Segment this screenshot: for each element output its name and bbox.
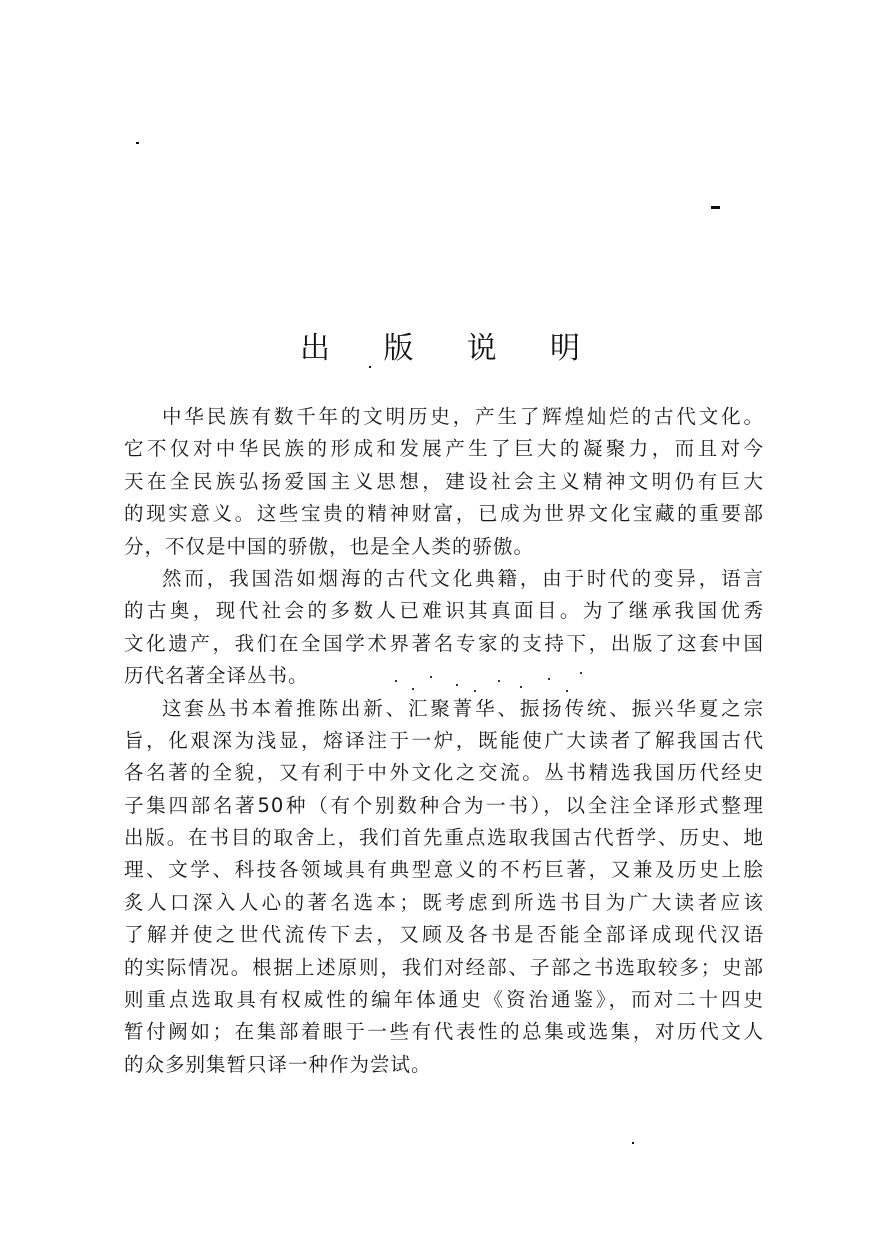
- text-line: 分，不仅是中国的骄傲，也是全人类的骄傲。: [124, 534, 535, 558]
- text-line: 的实际情况。根据上述原则，我们对经部、子部之书选取较多；史部: [124, 955, 764, 979]
- text-line: 这套丛书本着推陈出新、汇聚菁华、振扬传统、振兴华夏之宗: [162, 696, 764, 720]
- scan-noise: [566, 690, 568, 692]
- page-title: [300, 322, 580, 368]
- scan-noise: [456, 684, 458, 686]
- text-line: 文化遗产，我们在全国学术界著名专家的支持下，出版了这套中国: [124, 631, 764, 655]
- text-line: 旨，化艰深为浅显，熔译注于一炉，既能使广大读者了解我国古代: [124, 728, 764, 752]
- text-line: 历代名著全译丛书。: [124, 664, 309, 688]
- text-line: 中华民族有数千年的文明历史，产生了辉煌灿烂的古代文化。: [162, 405, 764, 428]
- text-line: 它不仅对中华民族的形成和发展产生了巨大的凝聚力，而且对今: [124, 437, 764, 461]
- text-line: 的众多别集暂只译一种作为尝试。: [124, 1052, 432, 1076]
- scan-mark-top-right: [711, 206, 720, 209]
- text-line: 理、文学、科技各领域具有典型意义的不朽巨著，又兼及历史上脍: [124, 858, 764, 882]
- text-line: 出版。在书目的取舍上，我们首先重点选取我国古代哲学、历史、地: [124, 826, 764, 850]
- title-char-2: 版: [383, 331, 414, 367]
- text-line: 炙人口深入人心的著名选本；既考虑到所选书目为广大读者应该: [124, 890, 764, 914]
- scan-noise: [520, 686, 522, 688]
- scan-noise: [474, 690, 476, 692]
- text-line: 然而，我国浩如烟海的古代文化典籍，由于时代的变异，语言: [162, 566, 764, 590]
- title-char-4: 明: [549, 331, 580, 367]
- scan-mark-bottom: [632, 1142, 634, 1144]
- title-char-1: 出: [300, 331, 330, 367]
- scan-mark-top-left: [136, 142, 139, 144]
- body-text: [124, 401, 764, 1081]
- scan-noise: [580, 672, 582, 674]
- scan-noise: [430, 676, 432, 678]
- paragraph-2: [124, 563, 764, 693]
- text-line: 子集四部名著50种（有个别数种合为一书），以全注全译形式整理: [124, 793, 764, 817]
- scan-noise: [395, 680, 397, 682]
- paragraph-1: [124, 401, 764, 563]
- title-char-3: 说: [466, 331, 497, 367]
- scan-noise: [498, 680, 500, 682]
- text-line: 各名著的全貌，又有利于中外文化之交流。丛书精选我国历代经史: [124, 761, 764, 785]
- text-line: 了解并使之世代流传下去，又顾及各书是否能全部译成现代汉语: [124, 923, 764, 947]
- text-line: 天在全民族弘扬爱国主义思想，建设社会主义精神文明仍有巨大: [124, 469, 764, 493]
- scan-noise: [412, 688, 414, 690]
- text-line: 的现实意义。这些宝贵的精神财富，已成为世界文化宝藏的重要部: [124, 502, 764, 526]
- text-line: 的古奥，现代社会的多数人已难识其真面目。为了继承我国优秀: [124, 599, 764, 623]
- paragraph-3: [124, 693, 764, 1082]
- scan-noise: [548, 678, 550, 680]
- text-line: 暂付阙如；在集部着眼于一些有代表性的总集或选集，对历代文人: [124, 1020, 764, 1044]
- text-line: 则重点选取具有权威性的编年体通史《资治通鉴》，而对二十四史: [124, 988, 764, 1012]
